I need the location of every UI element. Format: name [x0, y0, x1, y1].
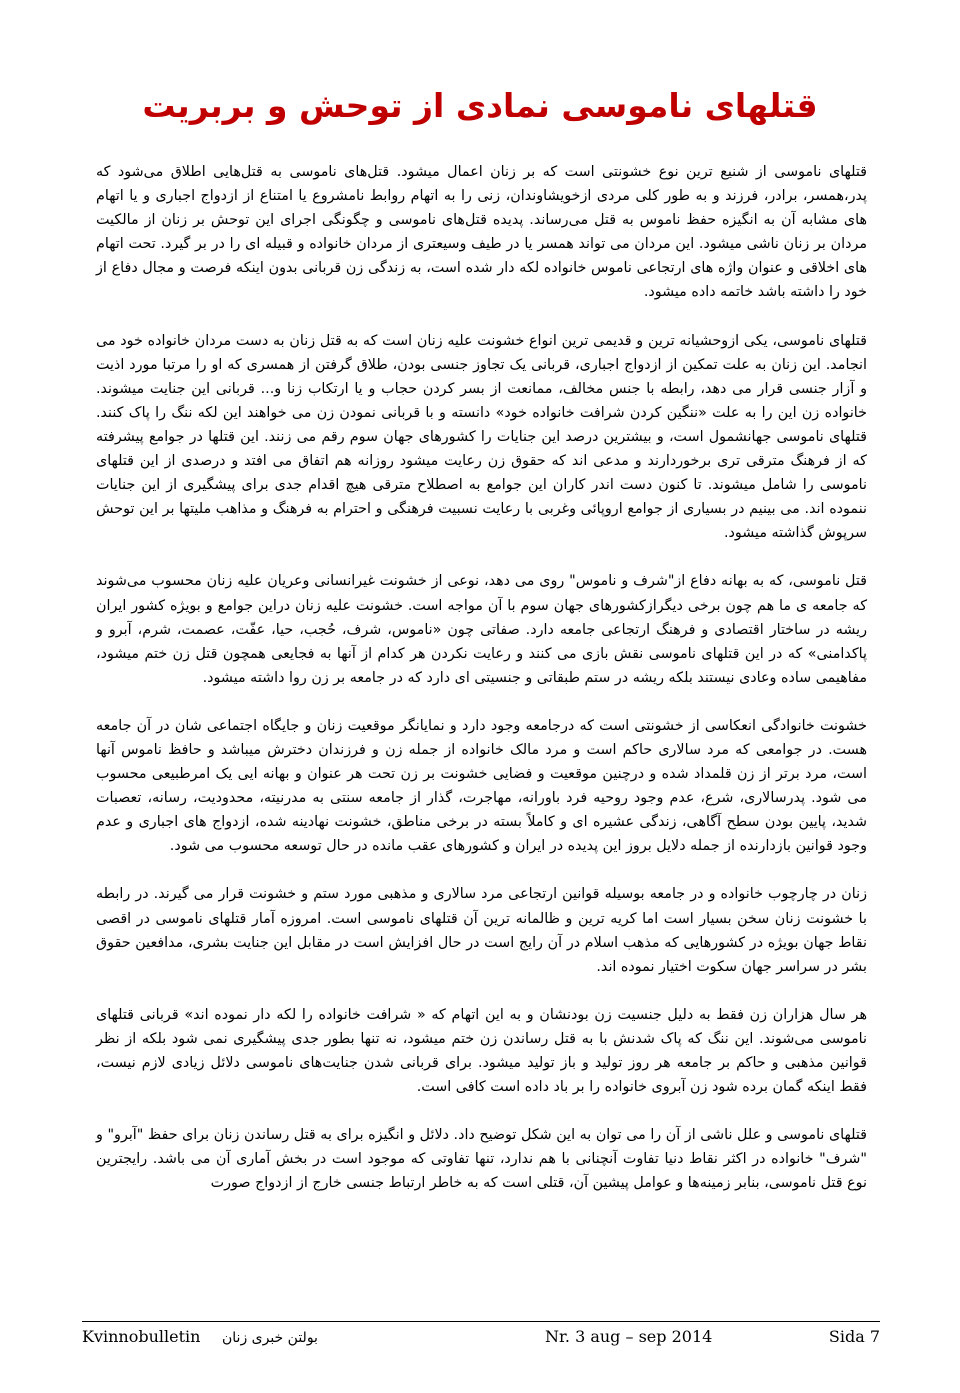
paragraph: قتل ناموسی، که به بهانه دفاع از"شرف و ناموس" روی می دهد، نوعی از خشونت غیرانسانی وعریان علیه زنان محسوب می‌شوند که جامعه ی ما هم چون برخی دیگرازکشورهای جهان سوم با آن مواجه است. خشونت علیه زنان دراین جوامع و بویژه کشور ایران ریشه در ساختار اقتصادی و فرهنگ ارتجاعی جامعه دارد. صفاتی چون «ناموس، شرف، حُجب، حیا، عفّت، عصمت، شرم، آبرو و پاکدامنی» که در این قتلهای ناموسی نقش بازی می کنند و رعایت نکردن هر کدام از آنها به فجایعی همچون قتل زن ختم میشود، مفاهیمی ساده وعادی نیستند بلکه ریشه در ستم طبقاتی و جنسیتی ای دارد که در جامعه بر زن روا داشته میشود. — [96, 573, 867, 686]
paragraph: قتلهای ناموسی و علل ناشی از آن را می توان به این شکل توضیح داد. دلائل و انگیزه برای به قتل رساندن زنان برای حفظ "آبرو" و "شرف" خانواده در اکثر نقاط دنیا تفاوت آنچنانی با هم ندارد، تنها تفاوتی که موجود است در بخش آماری آن می باشد. رایجترین نوع قتل ناموسی، بنابر زمینه‌ها و عوامل پیشین آن، قتلی است که به خاطر ارتباط جنسی خارج از ازدواج صورت — [96, 1127, 867, 1192]
paragraph: هر سال هزاران زن فقط به دلیل جنسیت زن بودنشان و به این اتهام که « شرافت خانواده را لکه دار نموده اند» قربانی قتلهای ناموسی می‌شوند. این ننگ که پاک شدنش با به قتل رساندن زن ختم میشود، نه تنها بطور جدی پیشگیری نمی شود بلکه از نظر قوانین مذهبی و حاکم بر جامعه هر روز تولید و باز تولید میشود. برای قربانی شدن جنایت‌های ناموسی دلائل زیادی لازم نیست، فقط اینکه گمان برده شود زن آبروی خانواده را بر باد داده است کافی است. — [96, 1006, 867, 1096]
article-body — [96, 160, 867, 1219]
publication-name: Kvinnobulletin — [82, 1327, 201, 1346]
paragraph: زنان در چارچوب خانواده و در جامعه بوسیله قوانین ارتجاعی مرد سالاری و مذهبی مورد ستم و خشونت قرار می گیرند. در رابطه با خشونت زنان سخن بسیار است اما کریه ترین و ظالمانه ترین آن قتلهای ناموسی است. امروزه آمار قتلهای ناموسی در اقصی نقاط جهان بویژه در کشورهایی که مذهب اسلام در آن رایج است در حال افزایش است در مقابل این جنایت بشری، مدافعین حقوق بشر در سراسر جهان سکوت اختیار نموده اند. — [96, 886, 867, 975]
paragraph: قتلهای ناموسی از شنیع ترین نوع خشونتی است که بر زنان اعمال میشود. قتل‌های ناموسی به قتل‌هایی اطلاق می‌شود که پدر،همسر، برادر، فرزند و به طور کلی مردی ازخویشاوندان، زنی را به اتهام روابط نامشروع یا امتناع از ازدواج اجباری و یا اتهام های مشابه آن به انگیزه حفظ ناموس به قتل می‌رساند. پدیده قتل‌های ناموسی و چگونگی اجرای این توحش بر زنان از مالکیت مردان بر زنان ناشی میشود. این مردان می تواند همسر یا در طیف وسیعتری از مردان خانواده و قبیله ای را در بر گیرد. تحت اتهام های اخلاقی و عنوان واژه های ارتجاعی ناموس خانواده لکه دار شده است، به زندگی زن قربانی بدون اینکه فرصت و مجال دفاع از خود را داشته باشد خاتمه داده میشود. — [96, 164, 867, 301]
paragraph: خشونت خانوادگی انعکاسی از خشونتی است که درجامعه وجود دارد و نمایانگر موقعیت زنان و جایگاه اجتماعی شان در آن جامعه هست. در جوامعی که مرد سالاری حاکم است و مرد مالک خانواده از جمله زن و فرزندان دخترش میباشد و حافظ ناموس آنها است، مرد برتر از زن قلمداد شده و درچنین موقعیت و فضایی خشونت بر زن تحت هر عنوان و بهانه ایی یک امرطبیعی محسوب می شود. پدرسالاری، شرع، عدم وجود روحیه فرد باورانه، مهاجرت، گذار از جامعه سنتی به مدرنیته، محدودیت، رسانه، تعصبات شدید، پایین بودن سطح آگاهی، زندگی عشیره ای و کاملاً بسته در برخی مناطق، خشونت نهادینه شده، ازدواج های اجباری و عدم وجود قوانین بازدارنده از جمله دلایل بروز این پدیده در ایران و کشورهای عقب مانده در حال توسعه محسوب می شود. — [96, 717, 867, 855]
publication-name-persian: بولتن خبری زنان — [222, 1330, 318, 1346]
document-title: قتلهای ناموسی نمادی از توحش و بربریت — [142, 86, 818, 125]
paragraph: قتلهای ناموسی، یکی ازوحشیانه ترین و قدیمی ترین انواع خشونت علیه زنان است که به قتل زنان به دست مردان خانواده خود می انجامد. این زنان به علت تمکین از ازدواج اجباری، قربانی یک تجاوز جنسی بودن، طلاق گرفتن از همسری که او را مرتبا مورد اذیت و آزار جنسی قرار می دهد، رابطه با جنس مخالف، ممانعت از بسر کردن حجاب و یا ارتکاب زنا و... قربانی این جنایت میشوند. خانواده زن این را به علت «ننگین کردن شرافت خانواده خود» دانسته و با قربانی نمودن زن می خواهند این لکه ننگ را پاک کنند. قتلهای ناموسی جهانشمول است، و بیشترین درصد این جنایات را کشورهای جهان سوم رقم می زنند. این قتلها در جوامع پیشرفته که از فرهنگ مترقی تری برخوردارند و مدعی اند که حقوق زن رعایت میشود روزانه هم اتفاق می افتد و درصدی از این قتلهای ناموسی را شامل میشوند. تا کنون دست اندر کاران این جوامع به اصطلاح مترقی هیچ اقدام جدی برای پیشگیری از این جنایات ننموده اند. می بینیم در بسیاری از جوامع اروپائی وغربی با رعایت نسبیت فرهنگی و احترام به فرهنگ و مذاهب ملیتها بر این توحش سرپوش گذاشته میشود. — [96, 332, 867, 542]
issue-number: Nr. 3 aug – sep 2014 — [545, 1327, 713, 1346]
page-number: Sida 7 — [828, 1327, 880, 1346]
page-footer — [82, 1327, 880, 1353]
footer-divider — [82, 1321, 880, 1322]
